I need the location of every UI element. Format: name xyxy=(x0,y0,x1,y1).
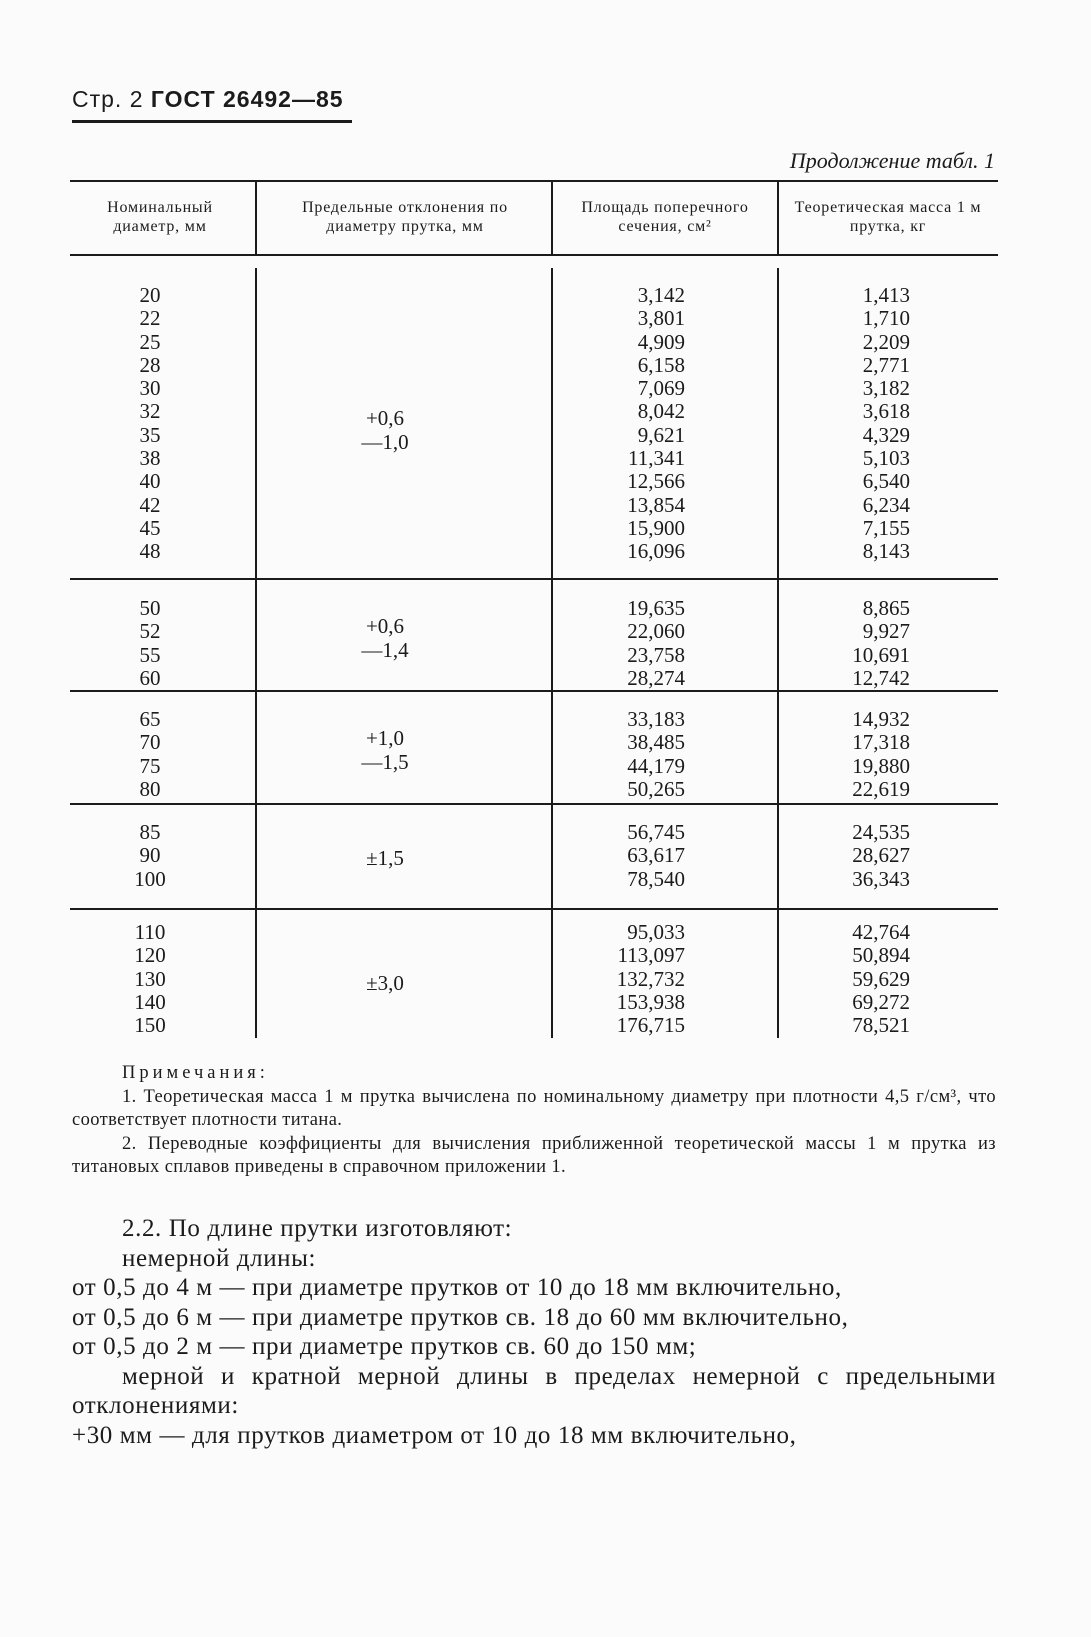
table-cell: 3,182 xyxy=(862,376,910,401)
table-cell: 85 xyxy=(139,820,161,844)
table-cell: 6,540 xyxy=(862,469,910,494)
tolerance-upper: +1,0 xyxy=(365,726,405,750)
diameter-list xyxy=(80,921,220,1037)
table-cell: 140 xyxy=(134,989,166,1014)
table-cell: 52 xyxy=(139,619,161,644)
notes-title: Примечания: xyxy=(122,1063,269,1083)
column-header-mass: Теоретическая масса 1 м прутка, кг xyxy=(794,199,982,235)
col-divider xyxy=(551,268,553,1038)
table-cell: 20 xyxy=(139,283,161,307)
tolerance-line: +30 мм — для прутков диаметром от 10 до 18 мм включительно, xyxy=(72,1421,797,1449)
table-cell: 22,619 xyxy=(852,776,910,801)
table-cell: 6,158 xyxy=(637,352,685,377)
table-cell: 130 xyxy=(134,966,166,991)
group-separator xyxy=(70,908,998,910)
table-cell: 4,329 xyxy=(862,422,910,447)
table-cell: 60 xyxy=(139,665,161,690)
table-cell: 14,932 xyxy=(852,707,910,731)
table-cell: 78,540 xyxy=(627,866,685,891)
area-list xyxy=(560,597,685,690)
table-cell: 11,341 xyxy=(628,446,685,471)
table-cell: 22,060 xyxy=(627,619,685,644)
table-cell: 7,155 xyxy=(862,515,910,540)
col-divider xyxy=(255,182,257,254)
table-cell: 50 xyxy=(139,596,161,620)
table-cell: 78,521 xyxy=(852,1013,910,1038)
column-header-tolerance: Предельные отклонения по диаметру прутка, мм xyxy=(302,199,508,235)
page-header xyxy=(72,86,344,113)
table-cell: 8,042 xyxy=(637,399,685,424)
header-bottom-rule xyxy=(70,254,998,256)
table-cell: 12,742 xyxy=(852,665,910,690)
gost-number: ГОСТ 26492—85 xyxy=(150,86,344,112)
table-cell: 3,142 xyxy=(637,283,685,307)
table-cell: 55 xyxy=(139,642,161,667)
length-line: от 0,5 до 4 м — при диаметре прутков от 10 до 18 мм включительно, xyxy=(72,1274,842,1301)
tolerance-lower: —1,4 xyxy=(361,638,409,662)
table-cell: 45 xyxy=(139,515,161,540)
diameter-list xyxy=(80,284,220,564)
table-cell: 42,764 xyxy=(852,920,910,944)
tolerance-cell xyxy=(330,726,440,774)
diameter-list xyxy=(80,708,220,801)
tolerance-cell xyxy=(330,614,440,662)
table-top-rule xyxy=(70,180,998,182)
tolerance-lower: —1,0 xyxy=(361,430,409,454)
table-cell: 153,938 xyxy=(616,989,685,1014)
table-cell: 28,274 xyxy=(627,665,685,690)
group-separator xyxy=(70,803,998,805)
section-subheading: немерной длины: xyxy=(122,1244,317,1272)
table-cell: 13,854 xyxy=(627,492,685,517)
table-cell: 120 xyxy=(134,943,166,968)
table-cell: 63,617 xyxy=(627,843,685,868)
note-item: 2. Переводные коэффициенты для вычисления приближенной теоретической массы 1 м прутка из титановых сплавов приведены в справочном приложении 1. xyxy=(72,1133,996,1177)
table-cell: 80 xyxy=(139,776,161,801)
group-separator xyxy=(70,690,998,692)
table-cell: 38,485 xyxy=(627,730,685,755)
table-cell: 150 xyxy=(134,1013,166,1038)
col-divider xyxy=(777,182,779,254)
table-cell: 40 xyxy=(139,469,161,494)
table-cell: 24,535 xyxy=(852,820,910,844)
table-cell: 25 xyxy=(139,329,161,354)
section-2-2 xyxy=(72,1214,996,1450)
table-cell: 28 xyxy=(139,352,161,377)
mass-list xyxy=(790,921,910,1037)
diameter-list xyxy=(80,821,220,891)
table-cell: 113,097 xyxy=(617,943,685,968)
diameter-list xyxy=(80,597,220,690)
mass-list xyxy=(790,821,910,891)
table-cell: 3,801 xyxy=(637,306,685,331)
table-cell: 59,629 xyxy=(852,966,910,991)
area-list xyxy=(560,821,685,891)
table-cell: 36,343 xyxy=(852,866,910,891)
tolerance-upper: +0,6 xyxy=(365,614,405,638)
area-list xyxy=(560,284,685,564)
length-line: от 0,5 до 6 м — при диаметре прутков св. 18 до 60 мм включительно, xyxy=(72,1303,849,1331)
group-separator xyxy=(70,578,998,580)
table-cell: 69,272 xyxy=(852,989,910,1014)
table-cell: 100 xyxy=(134,866,166,891)
length-line: от 0,5 до 2 м — при диаметре прутков св. 60 до 150 мм; xyxy=(72,1333,697,1360)
page-number: Стр. 2 xyxy=(72,86,144,112)
table-cell: 8,143 xyxy=(862,539,910,564)
table-cell: 2,771 xyxy=(862,352,910,377)
col-divider xyxy=(255,268,257,1038)
table-cell: 30 xyxy=(139,376,161,401)
table-cell: 38 xyxy=(139,446,161,471)
table-cell: 9,927 xyxy=(862,619,910,644)
table-cell: 2,209 xyxy=(862,329,910,354)
mass-list xyxy=(790,284,910,564)
col-divider xyxy=(777,268,779,1038)
table-cell: 35 xyxy=(139,422,161,447)
table-cell: 4,909 xyxy=(637,329,685,354)
tolerance-lower: —1,5 xyxy=(361,750,409,774)
table-cell: 50,894 xyxy=(852,943,910,968)
table-cell: 10,691 xyxy=(852,642,910,667)
table-cell: 110 xyxy=(134,920,166,944)
col-divider xyxy=(551,182,553,254)
table-cell: 1,413 xyxy=(862,283,910,307)
notes-block xyxy=(72,1062,996,1180)
area-list xyxy=(560,708,685,801)
table-cell: 6,234 xyxy=(862,492,910,517)
column-header-area: Площадь поперечного сечения, см² xyxy=(581,199,749,235)
note-item: 1. Теоретическая масса 1 м прутка вычислена по номинальному диаметру при плотности 4,5 г/см³, что соответствует плотности титана. xyxy=(72,1086,996,1130)
tolerance-cell xyxy=(330,406,440,454)
table-cell: 17,318 xyxy=(852,730,910,755)
tolerance-cell xyxy=(330,846,440,870)
table-cell: 12,566 xyxy=(627,469,685,494)
mass-list xyxy=(790,708,910,801)
measured-length-text: мерной и кратной мерной длины в пределах немерной с предельными отклонениями: xyxy=(72,1362,996,1419)
table-cell: 19,880 xyxy=(852,753,910,778)
table-cell: 75 xyxy=(139,753,161,778)
header-rule xyxy=(72,120,352,123)
table-cell: 95,033 xyxy=(627,920,685,944)
tolerance-value: ±3,0 xyxy=(366,971,404,995)
table-cell: 9,621 xyxy=(637,422,685,447)
table-cell: 90 xyxy=(139,843,161,868)
tolerance-upper: +0,6 xyxy=(365,406,405,430)
table-cell: 70 xyxy=(139,730,161,755)
column-header-diameter: Номинальный диаметр, мм xyxy=(107,199,213,235)
table-cell: 15,900 xyxy=(627,515,685,540)
table-cell: 1,710 xyxy=(862,306,910,331)
table-cell: 50,265 xyxy=(627,776,685,801)
table-cell: 16,096 xyxy=(627,539,685,564)
table-cell: 48 xyxy=(139,539,161,564)
table-cell: 176,715 xyxy=(616,1013,685,1038)
table-cell: 44,179 xyxy=(627,753,685,778)
section-heading: 2.2. По длине прутки изготовляют: xyxy=(122,1215,513,1242)
table-cell: 22 xyxy=(139,306,161,331)
table-cell: 33,183 xyxy=(627,707,685,731)
table-continuation-label: Продолжение табл. 1 xyxy=(789,148,995,173)
table-cell: 28,627 xyxy=(852,843,910,868)
table-cell: 23,758 xyxy=(627,642,685,667)
table-cell: 132,732 xyxy=(616,966,685,991)
table-cell: 56,745 xyxy=(627,820,685,844)
table-cell: 5,103 xyxy=(862,446,910,471)
table-cell: 7,069 xyxy=(637,376,685,401)
table-cell: 3,618 xyxy=(862,399,910,424)
table-cell: 19,635 xyxy=(627,596,685,620)
tolerance-cell xyxy=(330,971,440,995)
mass-list xyxy=(790,597,910,690)
table-cell: 32 xyxy=(139,399,161,424)
tolerance-value: ±1,5 xyxy=(366,846,404,870)
table-cell: 8,865 xyxy=(862,596,910,620)
area-list xyxy=(560,921,685,1037)
table-cell: 65 xyxy=(139,707,161,731)
table-cell: 42 xyxy=(139,492,161,517)
